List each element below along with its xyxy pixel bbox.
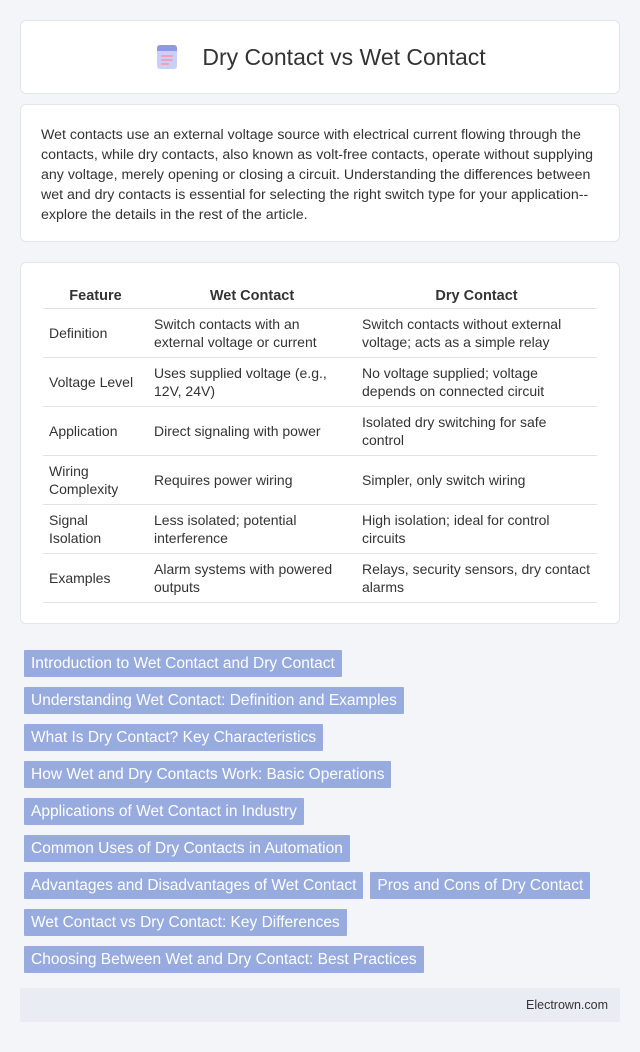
link-what-is-dry-contact[interactable]: What Is Dry Contact? Key Characteristics: [24, 724, 323, 751]
table-cell: Voltage Level: [43, 358, 148, 407]
table-cell: Definition: [43, 309, 148, 358]
table-row: [43, 309, 597, 358]
footer: [20, 988, 620, 1022]
table-cell: Relays, security sensors, dry contact alarms: [356, 554, 597, 603]
table-row: [43, 554, 597, 603]
header-card: [20, 20, 620, 94]
intro-card: [20, 104, 620, 242]
table-row: [43, 505, 597, 554]
table-cell: Alarm systems with powered outputs: [148, 554, 356, 603]
link-wet-contact-applications[interactable]: Applications of Wet Contact in Industry: [24, 798, 304, 825]
comparison-table-card: [20, 262, 620, 624]
table-cell: Examples: [43, 554, 148, 603]
table-cell: Requires power wiring: [148, 456, 356, 505]
link-introduction[interactable]: Introduction to Wet Contact and Dry Contact: [24, 650, 342, 677]
column-header-wet: Wet Contact: [148, 283, 356, 309]
table-row: [43, 358, 597, 407]
column-header-dry: Dry Contact: [356, 283, 597, 309]
table-row: [43, 456, 597, 505]
table-cell: Uses supplied voltage (e.g., 12V, 24V): [148, 358, 356, 407]
link-understanding-wet-contact[interactable]: Understanding Wet Contact: Definition and Examples: [24, 687, 404, 714]
comparison-table: [43, 283, 597, 603]
table-cell: Direct signaling with power: [148, 407, 356, 456]
table-cell: No voltage supplied; voltage depends on connected circuit: [356, 358, 597, 407]
table-row: [43, 407, 597, 456]
table-cell: Wiring Complexity: [43, 456, 148, 505]
page-title: Dry Contact vs Wet Contact: [202, 43, 486, 70]
table-cell: Switch contacts without external voltage; acts as a simple relay: [356, 309, 597, 358]
link-wet-contact-advantages[interactable]: Advantages and Disadvantages of Wet Contact: [24, 872, 363, 899]
table-cell: Less isolated; potential interference: [148, 505, 356, 554]
intro-text: Wet contacts use an external voltage source with electrical current flowing through the contacts, while dry contacts, also known as volt-free contacts, operate without supplying any voltage, merely opening or closing a circuit. Understanding the differences between wet and dry contacts is essential for selecting the right switch type for your application--explore the details in the rest of the article.: [41, 127, 594, 223]
link-best-practices[interactable]: Choosing Between Wet and Dry Contact: Best Practices: [24, 946, 424, 973]
document-icon: [154, 44, 180, 70]
link-how-contacts-work[interactable]: How Wet and Dry Contacts Work: Basic Operations: [24, 761, 391, 788]
table-cell: Signal Isolation: [43, 505, 148, 554]
column-header-feature: Feature: [43, 283, 148, 309]
link-dry-contact-pros-cons[interactable]: Pros and Cons of Dry Contact: [370, 872, 590, 899]
link-key-differences[interactable]: Wet Contact vs Dry Contact: Key Differences: [24, 909, 347, 936]
related-links: [24, 650, 620, 983]
table-cell: High isolation; ideal for control circuits: [356, 505, 597, 554]
table-cell: Simpler, only switch wiring: [356, 456, 597, 505]
table-cell: Isolated dry switching for safe control: [356, 407, 597, 456]
table-cell: Application: [43, 407, 148, 456]
link-dry-contact-uses[interactable]: Common Uses of Dry Contacts in Automation: [24, 835, 350, 862]
table-header-row: [43, 283, 597, 309]
table-cell: Switch contacts with an external voltage or current: [148, 309, 356, 358]
footer-brand: Electrown.com: [526, 998, 608, 1012]
